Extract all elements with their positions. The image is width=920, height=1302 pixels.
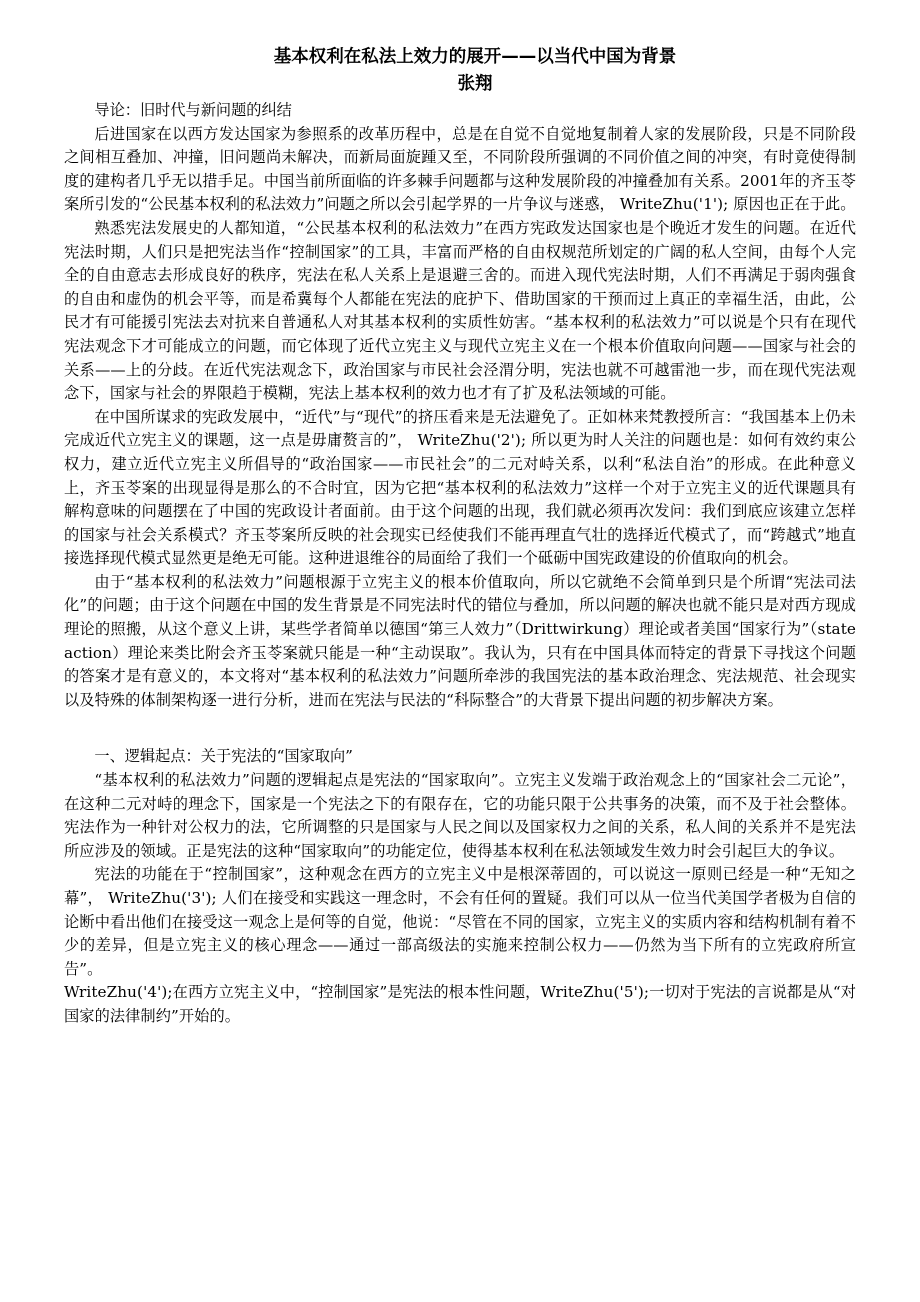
- section1-paragraph-3: WriteZhu('4');在西方立宪主义中，“控制国家”是宪法的根本性问题，WriteZhu('5');一切对于宪法的言说都是从“对国家的法律制约”开始的。: [64, 983, 856, 1025]
- document-title: 基本权利在私法上效力的展开——以当代中国为背景: [273, 47, 677, 67]
- section1-paragraph-2: 宪法的功能在于“控制国家”，这种观念在西方的立宪主义中是根深蒂固的，可以说这一原则已经是一种“无知之幕”， WriteZhu('3'); 人们在接受和实践这一理念时，不会有任何的置疑。我们可以从一位当代美国学者极为自信的论断中看出他们在接受这一观念上是何等的自觉，他说：“尽管在不同的国家，立宪主义的实质内容和结构机制有着不少的差异，但是立宪主义的核心理念——通过一部高级法的实施来控制公权力——仍然为当下所有的立宪政府所宣告”。: [64, 865, 856, 978]
- intro-paragraph-3: 在中国所谋求的宪政发展中，“近代”与“现代”的挤压看来是无法避免了。正如林来梵教授所言：“我国基本上仍未完成近代立宪主义的课题，这一点是毋庸赘言的”， WriteZhu('2'); 所以更为时人关注的问题也是：如何有效约束公权力，建立近代立宪主义所倡导的“政治国家——市民社会”的二元对峙关系，以利“私法自治”的形成。在此种意义上，齐玉苓案的出现显得是那么的不合时宜，因为它把“基本权利的私法效力”这样一个对于立宪主义的近代课题具有解构意味的问题摆在了中国的宪政设计者面前。由于这个问题的出现，我们就必须再次发问：我们到底应该建立怎样的国家与社会关系模式？齐玉苓案所反映的社会现实已经使我们不能再理直气壮的选择近代模式了，而“跨越式”地直接选择现代模式显然更是绝无可能。这种进退维谷的局面给了我们一个砥砺中国宪政建设的价值取向的机会。: [64, 407, 856, 568]
- document-page: [64, 44, 856, 1029]
- document-author: 张翔: [457, 74, 493, 94]
- section1-paragraph-1: “基本权利的私法效力”问题的逻辑起点是宪法的“国家取向”。立宪主义发端于政治观念上的“国家社会二元论”，在这种二元对峙的理念下，国家是一个宪法之下的有限存在，它的功能只限于公共事务的决策，而不及于社会整体。宪法作为一种针对公权力的法，它所调整的只是国家与人民之间以及国家权力之间的关系，私人间的关系并不是宪法所应涉及的领域。正是宪法的这种“国家取向”的功能定位，使得基本权利在私法领域发生效力时会引起巨大的争议。: [64, 771, 856, 860]
- intro-paragraph-1: 后进国家在以西方发达国家为参照系的改革历程中，总是在自觉不自觉地复制着人家的发展阶段，只是不同阶段之间相互叠加、冲撞，旧问题尚未解决，而新局面旋踵又至，不同阶段所强调的不同价值之间的冲突，有时竟使得制度的建构者几乎无以措手足。中国当前所面临的许多棘手问题都与这种发展阶段的冲撞叠加有关系。2001年的齐玉苓案所引发的“公民基本权利的私法效力”问题之所以会引起学界的一片争议与迷惑， WriteZhu('1'); 原因也正在于此。: [64, 124, 856, 214]
- section-spacer: [64, 712, 856, 745]
- intro-paragraph-2: 熟悉宪法发展史的人都知道，“公民基本权利的私法效力”在西方宪政发达国家也是个晚近才发生的问题。在近代宪法时期，人们只是把宪法当作“控制国家”的工具，丰富而严格的自由权规范所划定的广阔的私人空间，由每个人完全的自由意志去形成良好的秩序，宪法在私人关系上是退避三舍的。而进入现代宪法时期，人们不再满足于弱肉强食的自由和虚伪的机会平等，而是希冀每个人都能在宪法的庇护下、借助国家的干预而过上真正的幸福生活，由此，公民才有可能援引宪法去对抗来自普通私人对其基本权利的实质性妨害。“基本权利的私法效力”可以说是个只有在现代宪法观念下才可能成立的问题，而它体现了近代立宪主义与现代立宪主义在一个根本价值取向问题——国家与社会的关系——上的分歧。在近代宪法观念下，政治国家与市民社会泾渭分明，宪法也就不可越雷池一步，而在现代宪法观念下，国家与社会的界限趋于模糊，宪法上基本权利的效力也才有了扩及私法领域的可能。: [64, 218, 856, 403]
- intro-heading: 导论：旧时代与新问题的纠结: [94, 101, 292, 119]
- section1-heading: 一、逻辑起点：关于宪法的“国家取向”: [94, 747, 353, 766]
- intro-paragraph-4: 由于“基本权利的私法效力”问题根源于立宪主义的根本价值取向，所以它就绝不会简单到只是个所谓“宪法司法化”的问题；由于这个问题在中国的发生背景是不同宪法时代的错位与叠加，所以问题的解决也就不能只是对西方现成理论的照搬，从这个意义上讲，某些学者简单以德国“第三人效力”（Drittwirkung）理论或者美国“国家行为”（state action）理论来类比附会齐玉苓案就只能是一种“主动误取”。我认为，只有在中国具体而特定的背景下寻找这个问题的答案才是有意义的，本文将对“基本权利的私法效力”问题所牵涉的我国宪法的基本政治理念、宪法规范、社会现实以及特殊的体制架构逐一进行分析，进而在宪法与民法的“科际整合”的大背景下提出问题的初步解决方案。: [64, 572, 856, 709]
